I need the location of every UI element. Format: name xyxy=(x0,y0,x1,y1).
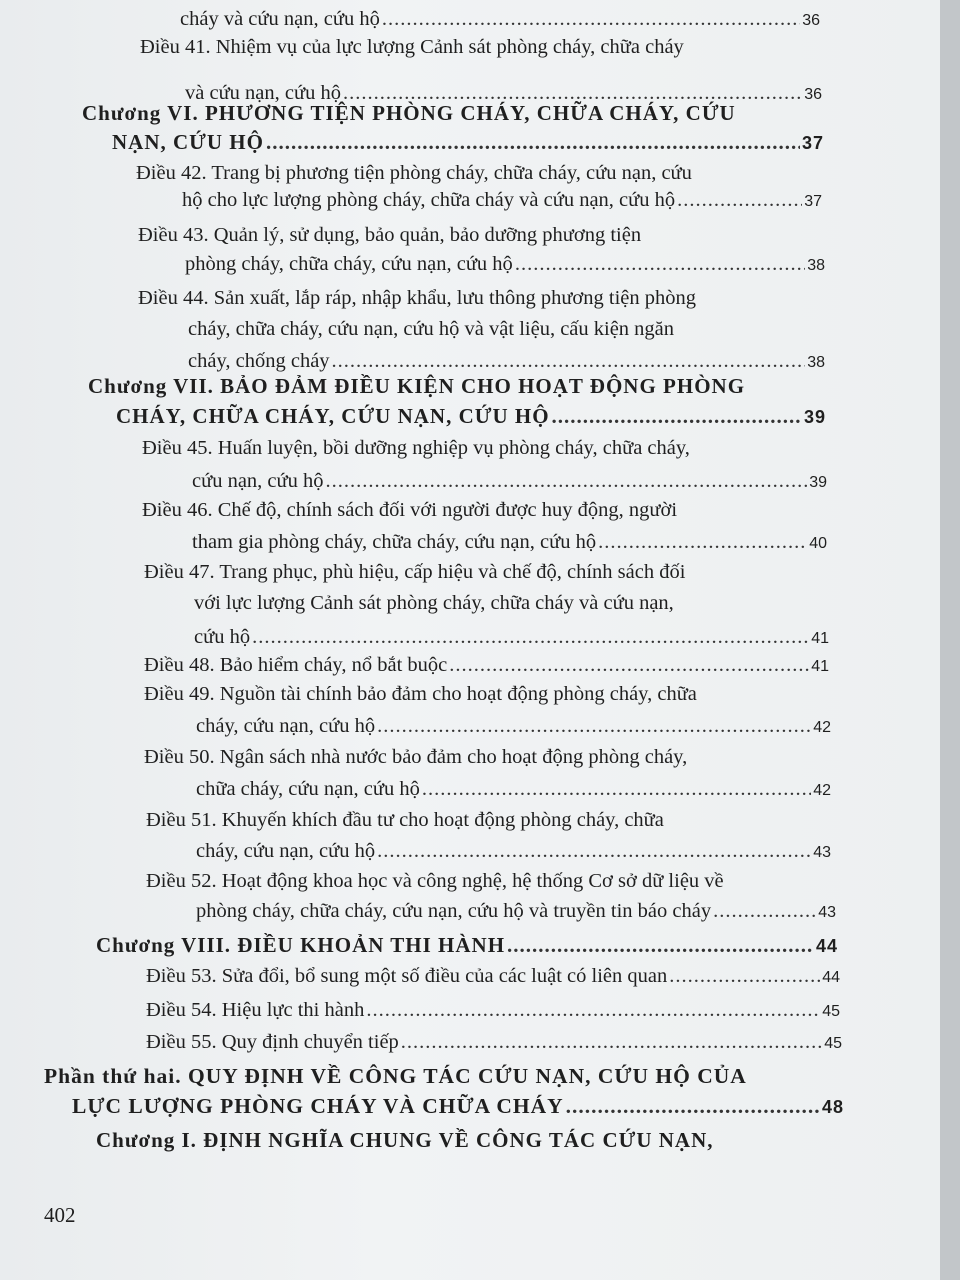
toc-page-number: 48 xyxy=(821,1097,844,1117)
toc-page-number: 39 xyxy=(809,474,827,491)
toc-entry-dieu-47-line2: với lực lượng Cảnh sát phòng cháy, chữa cháy và cứu nạn, xyxy=(194,592,674,614)
toc-part-2-chapter-1-line1: Chương I. ĐỊNH NGHĨA CHUNG VỀ CÔNG TÁC CỨU NẠN, xyxy=(96,1128,714,1152)
toc-page-number: 45 xyxy=(824,1035,842,1052)
toc-chapter-8: Chương VIII. ĐIỀU KHOẢN THI HÀNH ..... 44 xyxy=(96,933,838,958)
dot-leader xyxy=(326,470,808,493)
toc-page-number: 41 xyxy=(811,658,829,675)
dot-leader xyxy=(598,531,807,554)
toc-entry-dieu-52-line1: Điều 52. Hoạt động khoa học và công nghệ, hệ thống Cơ sở dữ liệu về xyxy=(146,870,724,892)
toc-page-number: 37 xyxy=(804,193,822,210)
dot-leader xyxy=(515,253,805,276)
toc-entry-dieu-54: Điều 54. Hiệu lực thi hành ..... 45 xyxy=(146,999,840,1022)
toc-part-2: LỰC LƯỢNG PHÒNG CHÁY VÀ CHỮA CHÁY ..... 48 xyxy=(72,1094,844,1119)
toc-entry-dieu-43: phòng cháy, chữa cháy, cứu nạn, cứu hộ ..... 38 xyxy=(185,253,825,276)
dot-leader xyxy=(669,965,820,988)
dot-leader xyxy=(377,715,811,738)
toc-entry-dieu-55: Điều 55. Quy định chuyển tiếp ..... 45 xyxy=(146,1031,842,1054)
toc-page-number: 43 xyxy=(813,844,831,861)
toc-entry-dieu-51-line1: Điều 51. Khuyến khích đầu tư cho hoạt động phòng cháy, chữa xyxy=(146,809,664,831)
dot-leader xyxy=(252,626,809,649)
toc-chapter-7: CHÁY, CHỮA CHÁY, CỨU NẠN, CỨU HỘ ..... 39 xyxy=(116,404,826,429)
toc-entry-dieu-40-tail: cháy và cứu nạn, cứu hộ ..... 36 xyxy=(180,8,820,31)
toc-entry-dieu-44: cháy, chống cháy ..... 38 xyxy=(188,350,825,373)
toc-page-number: 44 xyxy=(815,936,838,956)
page-edge-shadow xyxy=(940,0,960,1280)
toc-chapter-6: NẠN, CỨU HỘ ..... 37 xyxy=(112,130,824,155)
toc-entry-dieu-49-line1: Điều 49. Nguồn tài chính bảo đảm cho hoạt động phòng cháy, chữa xyxy=(144,683,697,705)
toc-entry-dieu-43-line1: Điều 43. Quản lý, sử dụng, bảo quản, bảo dưỡng phương tiện xyxy=(138,224,642,246)
toc-page-number: 44 xyxy=(822,969,840,986)
dot-leader xyxy=(713,900,816,923)
toc-entry-dieu-50: chữa cháy, cứu nạn, cứu hộ ..... 42 xyxy=(196,778,831,801)
toc-entry-dieu-41: và cứu nạn, cứu hộ ..... 36 xyxy=(185,82,822,105)
toc-entry-dieu-41-line1: Điều 41. Nhiệm vụ của lực lượng Cảnh sát phòng cháy, chữa cháy xyxy=(140,36,684,58)
dot-leader xyxy=(401,1031,822,1054)
dot-leader xyxy=(422,778,811,801)
toc-entry-dieu-45-line1: Điều 45. Huấn luyện, bồi dưỡng nghiệp vụ phòng cháy, chữa cháy, xyxy=(142,437,690,459)
dot-leader xyxy=(507,933,814,958)
toc-page-number: 43 xyxy=(818,904,836,921)
dot-leader xyxy=(552,404,802,429)
dot-leader xyxy=(677,189,802,212)
toc-page-number: 37 xyxy=(801,133,824,153)
dot-leader xyxy=(266,130,800,155)
toc-entry-dieu-47-line1: Điều 47. Trang phục, phù hiệu, cấp hiệu và chế độ, chính sách đối xyxy=(144,561,686,583)
page-number: 402 xyxy=(44,1203,76,1227)
toc-chapter-7-line1: Chương VII. BẢO ĐẢM ĐIỀU KIỆN CHO HOẠT ĐỘNG PHÒNG xyxy=(88,374,746,398)
toc-entry-dieu-50-line1: Điều 50. Ngân sách nhà nước bảo đảm cho hoạt động phòng cháy, xyxy=(144,746,688,768)
toc-page-number: 42 xyxy=(813,782,831,799)
toc-page-number: 36 xyxy=(802,12,820,29)
toc-entry-dieu-42-line1: Điều 42. Trang bị phương tiện phòng cháy, chữa cháy, cứu nạn, cứu xyxy=(136,162,692,184)
dot-leader xyxy=(377,840,811,863)
toc-page-number: 38 xyxy=(807,354,825,371)
toc-entry-dieu-51: cháy, cứu nạn, cứu hộ ..... 43 xyxy=(196,840,831,863)
toc-entry-dieu-49: cháy, cứu nạn, cứu hộ ..... 42 xyxy=(196,715,831,738)
toc-entry-dieu-47: cứu hộ ..... 41 xyxy=(194,626,829,649)
toc-entry-dieu-52: phòng cháy, chữa cháy, cứu nạn, cứu hộ và truyền tin báo cháy ..... 43 xyxy=(196,900,836,923)
toc-part-2-line1: Phần thứ hai. QUY ĐỊNH VỀ CÔNG TÁC CỨU NẠN, CỨU HỘ CỦA xyxy=(44,1064,747,1088)
toc-page-number: 41 xyxy=(811,630,829,647)
dot-leader xyxy=(366,999,820,1022)
toc-entry-dieu-42: hộ cho lực lượng phòng cháy, chữa cháy và cứu nạn, cứu hộ ..... 37 xyxy=(182,189,822,212)
toc-page-number: 45 xyxy=(822,1003,840,1020)
toc-chapter-6-line1: Chương VI. PHƯƠNG TIỆN PHÒNG CHÁY, CHỮA CHÁY, CỨU xyxy=(82,101,736,125)
dot-leader xyxy=(449,654,809,677)
toc-entry-dieu-45: cứu nạn, cứu hộ ..... 39 xyxy=(192,470,827,493)
toc-entry-dieu-53: Điều 53. Sửa đổi, bổ sung một số điều của các luật có liên quan ..... 44 xyxy=(146,965,840,988)
toc-page-number: 36 xyxy=(804,86,822,103)
toc-entry-dieu-44-line2: cháy, chữa cháy, cứu nạn, cứu hộ và vật liệu, cấu kiện ngăn xyxy=(188,318,675,340)
toc-page-number: 39 xyxy=(803,407,826,427)
toc-page-number: 38 xyxy=(807,257,825,274)
dot-leader xyxy=(382,8,800,31)
toc-entry-dieu-46-line1: Điều 46. Chế độ, chính sách đối với người được huy động, người xyxy=(142,499,678,521)
dot-leader xyxy=(566,1094,820,1119)
toc-entry-dieu-44-line1: Điều 44. Sản xuất, lắp ráp, nhập khẩu, lưu thông phương tiện phòng xyxy=(138,287,697,309)
toc-entry-dieu-48: Điều 48. Bảo hiểm cháy, nổ bắt buộc ..... 41 xyxy=(144,654,829,677)
toc-page-number: 40 xyxy=(809,535,827,552)
dot-leader xyxy=(332,350,806,373)
toc-page-number: 42 xyxy=(813,719,831,736)
toc-entry-dieu-46: tham gia phòng cháy, chữa cháy, cứu nạn, cứu hộ ..... 40 xyxy=(192,531,827,554)
